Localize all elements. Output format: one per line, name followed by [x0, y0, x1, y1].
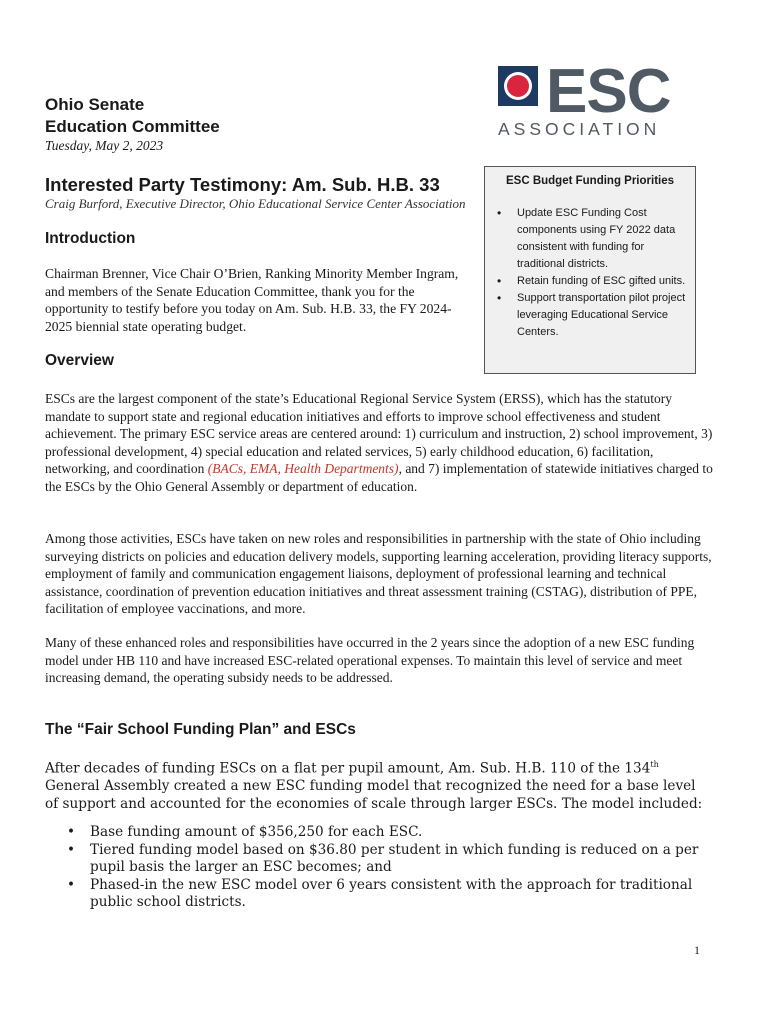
fair-funding-paragraph: [45, 756, 705, 813]
overview-p1-text: ESCs are the largest component of the state’s Educational Regional Service System (ERSS), which has the statutory mandate to support state and regional education initiatives and efforts to improve school effectiveness and student achievement. The primary ESC service areas are centered around: 1) curriculum and instruction, 2) school improvement, 3) professional development, 4) special education and related services, 5) early childhood education, 6) facilitation, networking, and coordination: [45, 391, 713, 477]
testimony-date: Tuesday, May 2, 2023: [45, 138, 164, 153]
introduction-paragraph: Chairman Brenner, Vice Chair O’Brien, Ranking Minority Member Ingram, and members of the Senate Education Committee, thank you for the opportunity to testify before you today on Am. Sub. H.B. 33, the FY 2024-2025 biennial state operating budget.: [45, 266, 459, 334]
logo-esc-text: ESC: [546, 57, 671, 126]
budget-priorities-box: [484, 166, 696, 374]
author-byline: Craig Burford, Executive Director, Ohio Educational Service Center Association: [45, 196, 466, 211]
esc-logo-mark-icon: [496, 62, 546, 112]
fair-funding-heading: The “Fair School Funding Plan” and ESCs: [45, 721, 356, 738]
committee-line2: Education Committee: [45, 117, 220, 136]
overview-heading: Overview: [45, 352, 114, 369]
fair-funding-sup: th: [650, 760, 659, 769]
list-item: • Retain funding of ESC gifted units.: [493, 273, 689, 290]
list-item: • Phased-in the new ESC model over 6 years consistent with the approach for traditional public school districts.: [45, 877, 705, 912]
document-title: Interested Party Testimony: Am. Sub. H.B. 33: [45, 174, 440, 195]
committee-line1: Ohio Senate: [45, 95, 145, 114]
list-item: • Base funding amount of $356,250 for each ESC.: [45, 824, 705, 842]
overview-paragraph-1: [45, 390, 715, 496]
overview-paragraph-2: Among those activities, ESCs have taken on new roles and responsibilities in partnership with the state of Ohio including surveying districts on policies and education delivery models, supporting learning acceleration, providing literacy supports, employment of family and communication engagement liaisons, deployment of professional learning and technical assistance, coordination of prevention education initiatives and threat assessment training (CSTAG), distribution of PPE, facilitation of employee vaccinations, and more.: [45, 531, 712, 617]
fair-funding-list: [45, 824, 705, 912]
fair-funding-text-end: General Assembly created a new ESC funding model that recognized the need for a base level of support and accounted for the economies of scale through larger ESCs. The model included:: [45, 778, 703, 812]
overview-paragraph-3: Many of these enhanced roles and responsibilities have occurred in the 2 years since the adoption of a new ESC funding model under HB 110 and have increased ESC-related operational expenses. To maintain this level of service and meet increasing demand, the operating subsidy needs to be addressed.: [45, 635, 695, 686]
esc-association-logo: [496, 57, 688, 144]
committee-name: [45, 94, 220, 138]
list-item: • Tiered funding model based on $36.80 per student in which funding is reduced on a per pupil basis the larger an ESC becomes; and: [45, 842, 705, 877]
overview-p1-text-end: , and 7) implementation of statewide initiatives charged to the ESCs by the Ohio General Assembly or department of education.: [45, 461, 713, 494]
budget-priorities-list: [493, 205, 689, 341]
fair-funding-text: After decades of funding ESCs on a flat per pupil amount, Am. Sub. H.B. 110 of the 134: [45, 760, 651, 777]
page-number: 1: [694, 943, 700, 957]
logo-association-text: ASSOCIATION: [498, 119, 661, 139]
budget-priorities-title: ESC Budget Funding Priorities: [505, 175, 675, 187]
introduction-heading: Introduction: [45, 230, 136, 247]
list-item: • Support transportation pilot project leveraging Educational Service Centers.: [493, 290, 689, 341]
list-item: • Update ESC Funding Cost components using FY 2022 data consistent with funding for traditional districts.: [493, 205, 689, 273]
overview-p1-highlight: (BACs, EMA, Health Departments): [207, 461, 399, 477]
